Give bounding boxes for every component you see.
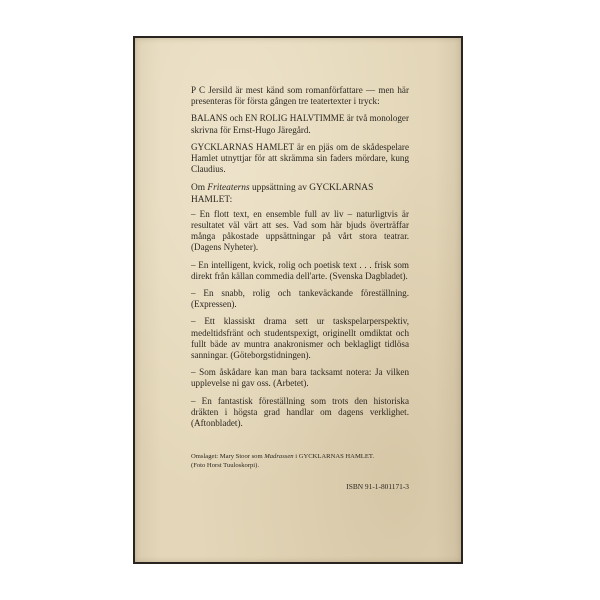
cover-credit-suffix: i GYCKLARNAS HAMLET. (293, 453, 375, 460)
isbn: ISBN 91-1-801171-3 (346, 482, 409, 491)
reviews-heading (191, 183, 409, 205)
intro-paragraph-1: P C Jersild är mest känd som romanförfattare — men här presenteras för första gången tre teatertexter i tryck: (191, 85, 409, 107)
review-quote: – En snabb, rolig och tankeväckande föreställning. (Expressen). (191, 288, 409, 310)
reviews-heading-suffix: uppsättning av GYCKLARNAS HAMLET: (191, 183, 374, 205)
reviews-heading-theatre: Friteaterns (207, 183, 250, 194)
book-back-cover (133, 36, 463, 564)
cover-credit-prefix: Omslaget: Mary Stoor som (191, 453, 265, 460)
review-quote: – En fantastisk föreställning som trots den historiska dräkten i högsta grad handlar om dagens verklighet. (Aftonbladet). (191, 395, 409, 429)
review-quote: – Som åskådare kan man bara tacksamt notera: Ja vilken upplevelse ni gav oss. (Arbetet). (191, 367, 409, 389)
intro-paragraph-3: GYCKLARNAS HAMLET är en pjäs om de skådespelare Hamlet utnyttjar för att skrämma sin faders mördare, kung Claudius. (191, 141, 409, 175)
cover-text (191, 85, 409, 435)
review-quote: – En flott text, en ensemble full av liv – naturligtvis är resultatet väl värt att ses. Vad som här bjuds överträffar många påkostade uppsättningar på vårt stora teatrar. (Dagens Nyheter). (191, 208, 409, 253)
cover-credit-role: Madrassen (264, 453, 294, 460)
cover-credit (191, 453, 409, 470)
reviews-heading-prefix: Om (191, 183, 208, 194)
intro-paragraph-2: BALANS och EN ROLIG HALVTIMME är två monologer skrivna för Ernst-Hugo Järegård. (191, 113, 409, 135)
photo-credit: (Foto Horst Tuuloskorpi). (191, 461, 259, 469)
review-quote: – Ett klassiskt drama sett ur taskspelarperspektiv, medeltidsfränt och studentspexigt, originellt omdiktat och fullt bäde av muntra anakronismer och beklagligt tidlösa sanningar. (Göteborgstidningen). (191, 316, 409, 361)
review-quote: – En intelligent, kvick, rolig och poetisk text . . . frisk som direkt från källan commedia dell'arte. (Svenska Dagbladet). (191, 259, 409, 281)
